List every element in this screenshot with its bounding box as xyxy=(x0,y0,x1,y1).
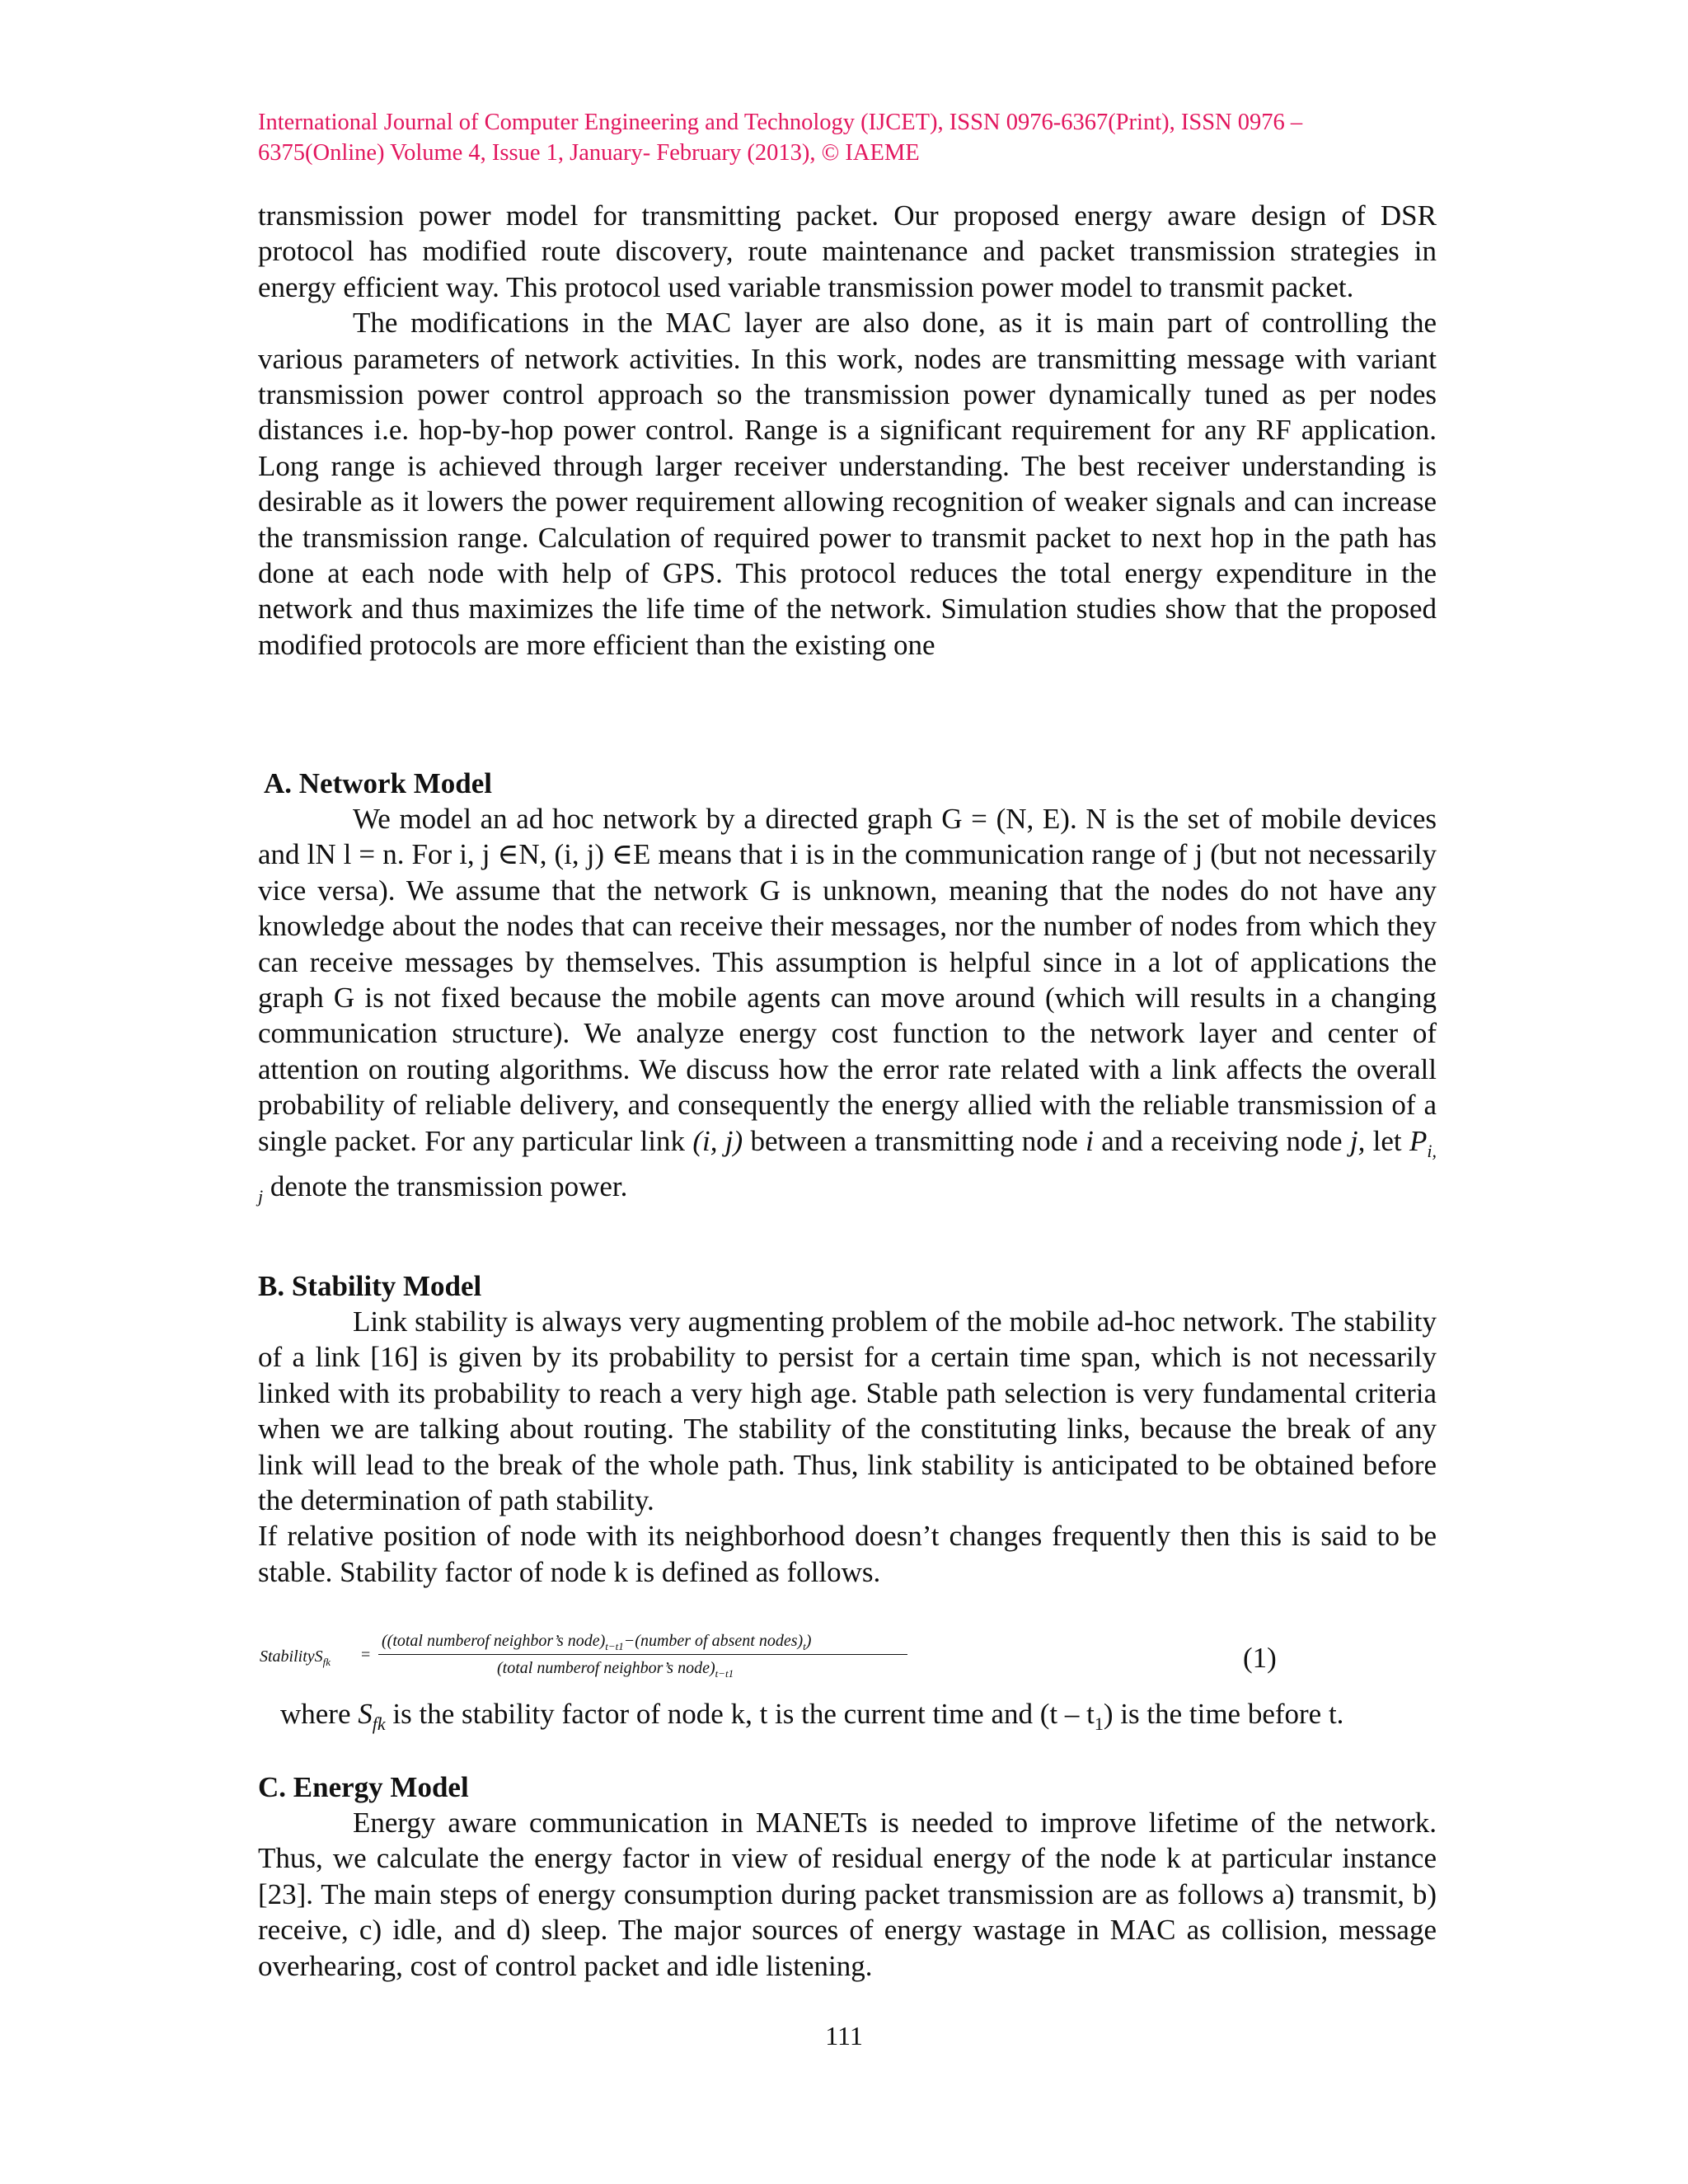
section-heading-stability-model: B. Stability Model xyxy=(258,1270,482,1302)
numerator-term-2-subscript: t xyxy=(803,1640,806,1652)
numerator-term-2: (number of absent nodes) xyxy=(635,1632,804,1650)
network-model-text-mid-2: and a receiving node xyxy=(1101,1124,1343,1157)
where-word: where xyxy=(280,1698,351,1730)
intro-section xyxy=(258,198,1437,663)
equation-lhs xyxy=(260,1647,331,1669)
equation-lhs-text: StabilityS xyxy=(260,1647,323,1666)
equation-denominator xyxy=(497,1659,734,1680)
equation-numerator xyxy=(382,1632,811,1653)
intro-paragraph-1: transmission power model for transmitting packet. Our proposed energy aware design of DSR protocol has modified route discovery, route maintenance and packet transmission strategies in energy efficient way. This protocol used variable transmission power model to transmit packet. xyxy=(258,199,1437,303)
numerator-close-paren: ) xyxy=(805,1632,812,1650)
fraction-bar xyxy=(378,1654,907,1655)
numerator-minus: − xyxy=(623,1632,635,1650)
equation-number: (1) xyxy=(1243,1642,1277,1674)
denominator-subscript: t−t1 xyxy=(715,1667,734,1680)
section-heading-energy-model: C. Energy Model xyxy=(258,1771,469,1803)
network-model-text-main: We model an ad hoc network by a directed graph G = (N, E). N is the set of mobile devices and lN l = n. For i, j ∈N, (i, j) ∈E means that i is in the communication range of j (but not necessarily vice versa). We assume that the network G is unknown, meaning that the nodes do not have any knowledge about the nodes that can receive their messages, nor the number of nodes from which they can receive messages by themselves. This assumption is helpful since in a lot of applications the graph G is not fixed because the mobile agents can move around (which will results in a changing communication structure). We analyze energy cost function to the network layer and center of attention on routing algorithms. We discuss how the error rate related with a link affects the overall probability of reliable delivery, and consequently the energy allied with the reliable transmission of a single packet. For any particular link xyxy=(258,803,1437,1157)
where-t-subscript: 1 xyxy=(1094,1713,1104,1734)
link-variable: (i, j) xyxy=(692,1124,743,1157)
page-number: 111 xyxy=(825,2021,863,2050)
journal-header-line-2: 6375(Online) Volume 4, Issue 1, January- February (2013), © IAEME xyxy=(258,140,920,166)
stability-paragraph-1: Link stability is always very augmenting problem of the mobile ad-hoc network. The stability of a link [16] is given by its probability to persist for a certain time span, which is not necessarily linked with its probability to reach a very high age. Stable path selection is very fundamental criteria when we are talking about routing. The stability of the constituting links, because the break of any link will lead to the break of the whole path. Thus, link stability is anticipated to be obtained before the determination of path stability. xyxy=(258,1305,1437,1517)
equation-explanation xyxy=(258,1696,1437,1741)
power-symbol-base: P xyxy=(1409,1124,1428,1157)
energy-model-paragraph: Energy aware communication in MANETs is needed to improve lifetime of the network. Thus, we calculate the energy factor in view of residual energy of the node k at particular instance [23]. The main steps of energy consumption during packet transmission are as follows a) transmit, b) receive, c) idle, and d) sleep. The major sources of energy wastage in MAC as collision, message overhearing, cost of control packet and idle listening. xyxy=(258,1807,1437,1982)
network-model-text-mid-1: between a transmitting node xyxy=(750,1124,1078,1157)
numerator-term-1-subscript: t−t1 xyxy=(605,1640,624,1652)
stability-paragraph-2: If relative position of node with its neighborhood doesn’t changes frequently then this is said to be stable. Stability factor of node k is defined as follows. xyxy=(258,1520,1437,1588)
intro-paragraph-2: The modifications in the MAC layer are also done, as it is main part of controlling the various parameters of network activities. In this work, nodes are transmitting message with variant transmission power control approach so the transmission power dynamically tuned as per nodes distances i.e. hop-by-hop power control. Range is a significant requirement for any RF application. Long range is achieved through larger receiver understanding. The best receiver understanding is desirable as it lowers the power requirement allowing recognition of weaker signals and can increase the transmission range. Calculation of required power to transmit packet to next hop in the path has done at each node with help of GPS. This protocol reduces the total energy expenditure in the network and thus maximizes the life time of the network. Simulation studies show that the proposed modified protocols are more efficient than the existing one xyxy=(258,307,1437,661)
denominator-term: (total numberof neighbor’s node) xyxy=(497,1659,715,1677)
section-heading-network-model: A. Network Model xyxy=(264,767,493,799)
where-symbol xyxy=(358,1698,386,1734)
journal-header xyxy=(258,107,1437,168)
node-j-variable: j, xyxy=(1349,1124,1366,1157)
energy-model-section xyxy=(258,1805,1437,1984)
equation-equals-sign: = xyxy=(361,1646,371,1664)
where-symbol-base: S xyxy=(358,1698,373,1730)
network-model-text-tail: denote the transmission power. xyxy=(270,1170,628,1203)
network-model-paragraph xyxy=(258,801,1437,1214)
power-symbol-subscript: i, j xyxy=(258,1140,1437,1207)
journal-header-line-1: International Journal of Computer Engineering and Technology (IJCET), ISSN 0976-6367(Print), ISSN 0976 – xyxy=(258,110,1303,135)
where-text-1: is the stability factor of node k, t is the current time and (t – t xyxy=(392,1698,1095,1730)
network-model-section xyxy=(258,801,1437,1214)
numerator-term-1: ((total numberof neighbor’s node) xyxy=(382,1632,606,1650)
where-text-2: ) is the time before t. xyxy=(1103,1698,1344,1730)
where-symbol-subscript: fk xyxy=(372,1713,386,1734)
equation-lhs-subscript: fk xyxy=(322,1656,331,1668)
stability-model-section xyxy=(258,1304,1437,1590)
network-model-text-mid-3: let xyxy=(1372,1124,1402,1157)
node-i-variable: i xyxy=(1085,1124,1094,1157)
